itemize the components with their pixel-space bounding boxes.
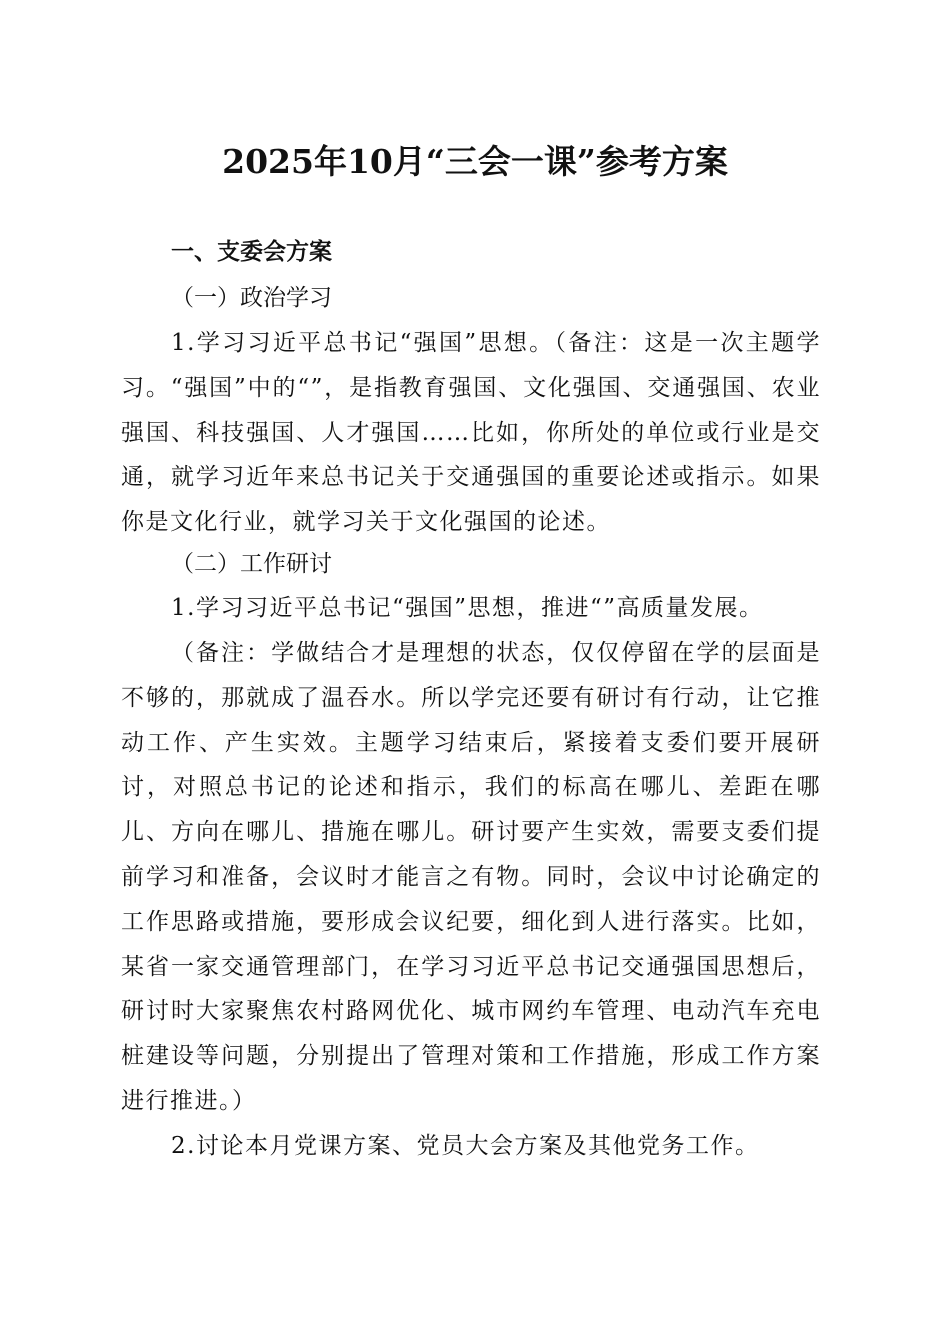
paragraph-work-discussion-item-1: 1.学习习近平总书记“强国”思想，推进“”高质量发展。 (171, 595, 764, 621)
subsection-heading-political-study: （一）政治学习 (171, 285, 332, 311)
section-heading-branch-committee: 一、支委会方案 (171, 239, 332, 265)
paragraph-political-study-item-1: 1.学习习近平总书记“强国”思想。（备注：这是一次主题学习。“强国”中的“”，是指教育强国、文化强国、交通强国、农业强国、科技强国、人才强国……比如，你所处的单位或行业是交通，就学习近年来总书记关于交通强国的重要论述或指示。如果你是文化行业，就学习关于文化强国的论述。 (121, 330, 821, 536)
document-title: 2025年10月“三会一课”参考方案 (222, 142, 728, 181)
subsection-heading-work-discussion: （二）工作研讨 (171, 551, 332, 577)
paragraph-work-discussion-note: （备注：学做结合才是理想的状态，仅仅停留在学的层面是不够的，那就成了温吞水。所以学完还要有研讨有行动，让它推动工作、产生实效。主题学习结束后，紧接着支委们要开展研讨，对照总书记的论述和指示，我们的标高在哪儿、差距在哪儿、方向在哪儿、措施在哪儿。研讨要产生实效，需要支委们提前学习和准备，会议时才能言之有物。同时，会议中讨论确定的工作思路或措施，要形成会议纪要，细化到人进行落实。比如，某省一家交通管理部门，在学习习近平总书记交通强国思想后，研讨时大家聚焦农村路网优化、城市网约车管理、电动汽车充电桩建设等问题，分别提出了管理对策和工作措施，形成工作方案进行推进。） (121, 640, 821, 1114)
paragraph-work-discussion-item-2: 2.讨论本月党课方案、党员大会方案及其他党务工作。 (171, 1133, 760, 1159)
